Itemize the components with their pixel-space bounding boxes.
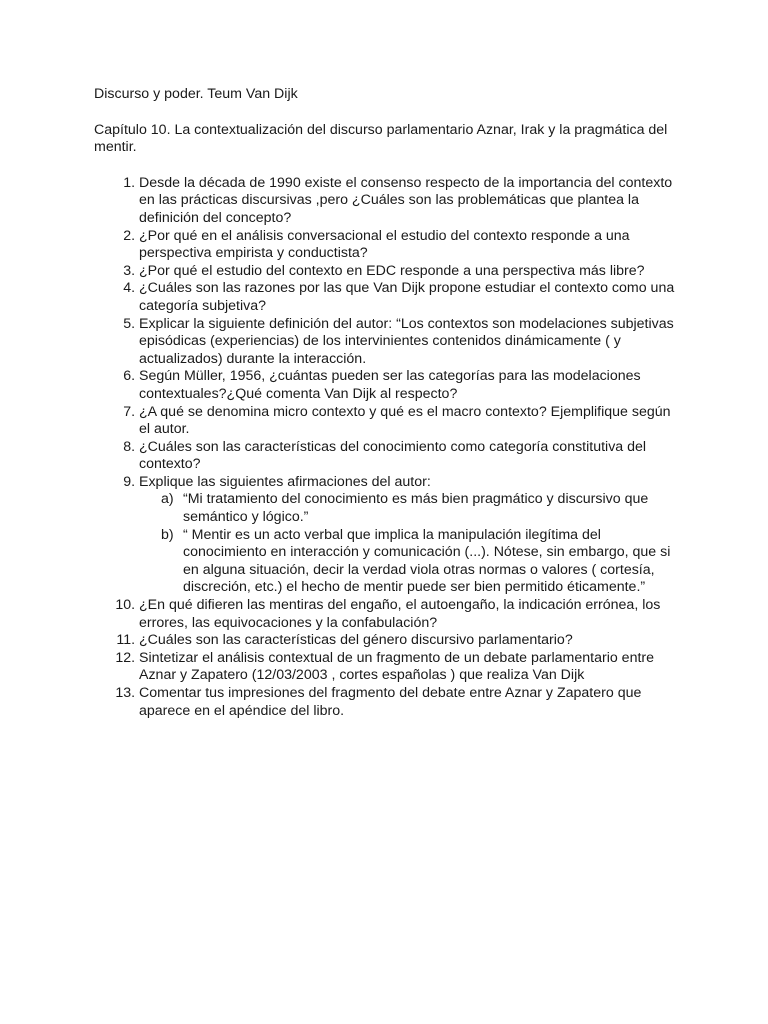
question-list: [94, 175, 679, 720]
question-text: ¿Cuáles son las características del género discursivo parlamentario?: [139, 632, 573, 649]
document-body: [94, 86, 679, 720]
sub-item-label: a): [161, 491, 174, 508]
question-item-4: [139, 280, 679, 315]
chapter-heading: Capítulo 10. La contextualización del discurso parlamentario Aznar, Irak y la pragmática del mentir.: [94, 121, 668, 156]
question-item-12: [139, 650, 679, 685]
question-item-9: [139, 474, 679, 597]
question-text: ¿Cuáles son las características del conocimiento como categoría constitutiva del contexto?: [139, 438, 647, 473]
question-text: Sintetizar el análisis contextual de un fragmento de un debate parlamentario entre Aznar y Zapatero (12/03/2003 , cortes españolas ) que realiza Van Dijk: [139, 649, 655, 684]
question-text: Comentar tus impresiones del fragmento del debate entre Aznar y Zapatero que aparece en el apéndice del libro.: [139, 685, 642, 719]
question-item-2: [139, 228, 679, 263]
sub-question-list: [139, 491, 679, 597]
question-text: ¿En qué difieren las mentiras del engaño, el autoengaño, la indicación errónea, los errores, las equivocaciones y la confabulación?: [139, 597, 661, 631]
sub-item-text: “ Mentir es un acto verbal que implica la manipulación ilegítima del conocimiento en interacción y comunicación (...). Nótese, sin embargo, que si en alguna situación, decir la verdad viola otras normas o valores ( cortesía, discreción, etc.) el hecho de mentir puede ser bien permitido éticamente.”: [183, 526, 671, 596]
sub-item-b: [161, 526, 679, 597]
question-text: Desde la década de 1990 existe el consenso respecto de la importancia del contexto en las prácticas discursivas ,pero ¿Cuáles son las problemáticas que plantea la definición del concepto?: [139, 174, 673, 226]
sub-item-a: [161, 491, 679, 526]
question-item-10: [139, 597, 679, 632]
question-text: ¿Cuáles son las razones por las que Van Dijk propone estudiar el contexto como una categoría subjetiva?: [139, 280, 675, 314]
question-item-13: [139, 685, 679, 720]
question-item-5: [139, 316, 679, 369]
question-item-1: [139, 175, 679, 228]
question-item-7: [139, 404, 679, 439]
question-text: ¿Por qué el estudio del contexto en EDC responde a una perspectiva más libre?: [139, 262, 645, 279]
question-text: ¿A qué se denomina micro contexto y qué es el macro contexto? Ejemplifique según el autor.: [139, 403, 671, 438]
question-text: Según Müller, 1956, ¿cuántas pueden ser las categorías para las modelaciones contextuales?¿Qué comenta Van Dijk al respecto?: [139, 368, 641, 402]
question-text: Explicar la siguiente definición del autor: “Los contextos son modelaciones subjetivas episódicas (experiencias) de los intervinientes contenidos dinámicamente ( y actualizados) durante la interacción.: [139, 315, 674, 367]
sub-item-text: “Mi tratamiento del conocimiento es más bien pragmático y discursivo que semántico y lógico.”: [183, 491, 649, 526]
document-title: Discurso y poder. Teum Van Dijk: [94, 86, 298, 102]
question-text: ¿Por qué en el análisis conversacional el estudio del contexto responde a una perspectiva empirista y conductista?: [139, 227, 630, 262]
question-item-11: [139, 632, 679, 650]
question-item-6: [139, 368, 679, 403]
question-item-3: [139, 263, 679, 281]
question-item-8: [139, 439, 679, 474]
sub-item-label: b): [161, 526, 174, 543]
question-text: Explique las siguientes afirmaciones del autor:: [139, 473, 431, 490]
